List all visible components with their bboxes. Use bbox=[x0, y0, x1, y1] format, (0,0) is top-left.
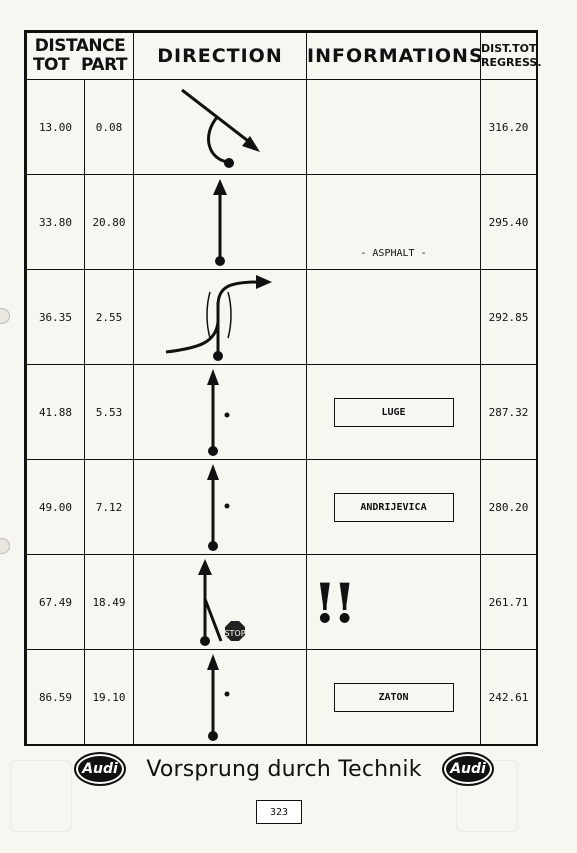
bridge-right-arrow-icon bbox=[160, 272, 280, 362]
info-cell bbox=[307, 270, 481, 365]
direction-cell bbox=[134, 175, 307, 270]
place-sign: ANDRIJEVICA bbox=[334, 493, 454, 522]
stop-sign-label: STOP bbox=[224, 629, 246, 638]
sachs-watermark bbox=[10, 760, 72, 832]
sponsor-footer bbox=[74, 752, 494, 786]
part-cell: 5.53 bbox=[85, 365, 134, 460]
roadbook-table bbox=[26, 32, 542, 745]
table-row bbox=[27, 365, 537, 460]
info-cell bbox=[307, 175, 481, 270]
part-cell: 18.49 bbox=[85, 555, 134, 650]
straight-arrow-dot-icon bbox=[195, 367, 245, 457]
info-cell bbox=[307, 365, 481, 460]
audi-logo-right: Audi bbox=[442, 752, 494, 786]
direction-cell bbox=[134, 460, 307, 555]
audi-logo-left: Audi bbox=[74, 752, 126, 786]
part-cell: 7.12 bbox=[85, 460, 134, 555]
tot-cell: 36.35 bbox=[27, 270, 85, 365]
straight-arrow-dot-icon bbox=[195, 462, 245, 552]
distance-header bbox=[27, 33, 134, 80]
distance-label: DISTANCE bbox=[34, 36, 126, 56]
direction-cell bbox=[134, 270, 307, 365]
info-cell bbox=[307, 460, 481, 555]
tot-cell: 41.88 bbox=[27, 365, 85, 460]
table-row bbox=[27, 650, 537, 745]
asphalt-note: - ASPHALT - bbox=[360, 248, 427, 259]
regress-cell: 292.85 bbox=[481, 270, 537, 365]
direction-cell bbox=[134, 650, 307, 745]
danger-sign: !! bbox=[313, 571, 353, 635]
stop-junction-arrow-icon bbox=[185, 557, 255, 647]
table-row bbox=[27, 460, 537, 555]
regress-cell: 295.40 bbox=[481, 175, 537, 270]
table-row bbox=[27, 175, 537, 270]
place-sign: LUGE bbox=[334, 398, 454, 427]
regress-cell: 261.71 bbox=[481, 555, 537, 650]
direction-cell bbox=[134, 365, 307, 460]
part-cell: 0.08 bbox=[85, 80, 134, 175]
direction-header: DIRECTION bbox=[134, 33, 307, 80]
regress-cell: 280.20 bbox=[481, 460, 537, 555]
regress-header bbox=[481, 33, 542, 80]
table-row bbox=[27, 80, 537, 175]
regress-cell: 242.61 bbox=[481, 650, 537, 745]
slogan: Vorsprung durch Technik bbox=[146, 756, 422, 782]
tot-label: TOT bbox=[32, 55, 70, 75]
curve-right-arrow-icon bbox=[170, 82, 270, 172]
tot-cell: 49.00 bbox=[27, 460, 85, 555]
info-cell bbox=[307, 555, 481, 650]
table-row bbox=[27, 555, 537, 650]
tot-cell: 33.80 bbox=[27, 175, 85, 270]
tot-cell: 13.00 bbox=[27, 80, 85, 175]
regress-cell: 316.20 bbox=[481, 80, 537, 175]
regress-label-1: DIST.TOT. bbox=[481, 42, 540, 55]
informations-header: INFORMATIONS bbox=[307, 33, 481, 80]
part-cell: 2.55 bbox=[85, 270, 134, 365]
punch-hole bbox=[0, 538, 10, 554]
place-sign: ZATON bbox=[334, 683, 454, 712]
page-number: 323 bbox=[256, 800, 302, 824]
direction-cell bbox=[134, 555, 307, 650]
info-cell bbox=[307, 650, 481, 745]
tot-cell: 67.49 bbox=[27, 555, 85, 650]
regress-cell: 287.32 bbox=[481, 365, 537, 460]
part-cell: 19.10 bbox=[85, 650, 134, 745]
direction-cell bbox=[134, 80, 307, 175]
straight-arrow-dot-icon bbox=[195, 652, 245, 742]
table-row bbox=[27, 270, 537, 365]
regress-label-2: REGRESS. bbox=[481, 56, 542, 69]
roadbook-sheet bbox=[24, 30, 542, 746]
part-label: PART bbox=[81, 55, 128, 75]
punch-hole bbox=[0, 308, 10, 324]
header-row bbox=[27, 33, 537, 80]
part-cell: 20.80 bbox=[85, 175, 134, 270]
straight-arrow-icon bbox=[200, 177, 240, 267]
tot-cell: 86.59 bbox=[27, 650, 85, 745]
info-cell bbox=[307, 80, 481, 175]
